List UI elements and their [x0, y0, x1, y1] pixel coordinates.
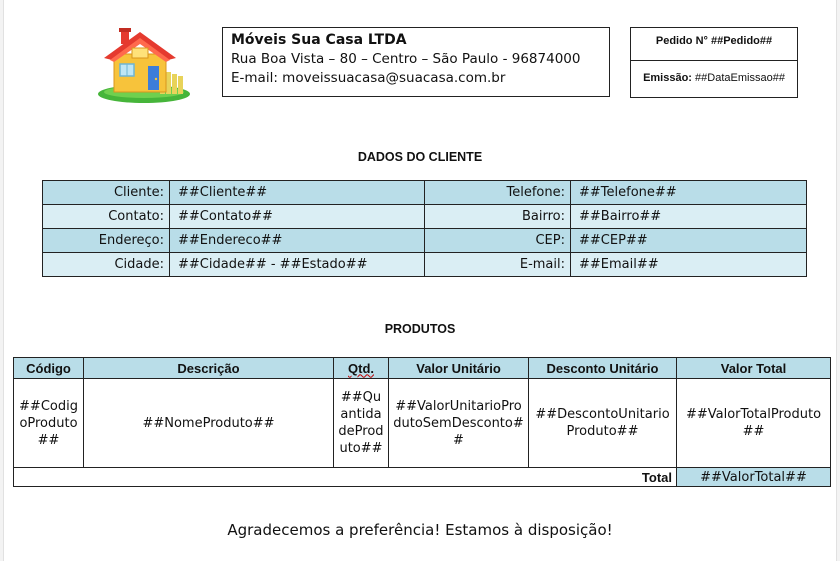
product-description: ##NomeProduto##: [84, 379, 334, 468]
house-icon: [96, 28, 192, 104]
company-name: Móveis Sua Casa LTDA: [231, 32, 407, 48]
company-info-box: [222, 27, 610, 97]
order-info-box: [630, 27, 798, 98]
column-header-unit-discount: Desconto Unitário: [529, 358, 677, 379]
field-value: ##Contato##: [170, 205, 425, 229]
field-label: CEP:: [425, 229, 571, 253]
field-label: Cidade:: [43, 253, 170, 277]
products-header-row: [14, 358, 831, 379]
field-label: Telefone:: [425, 181, 571, 205]
field-value: ##Cliente##: [170, 181, 425, 205]
company-address: Rua Boa Vista – 80 – Centro – São Paulo - 96874000: [231, 51, 581, 67]
field-label: Contato:: [43, 205, 170, 229]
company-email: E-mail: moveissuacasa@suacasa.com.br: [231, 70, 506, 86]
emission-date: [631, 61, 797, 97]
product-code: ##CodigoProduto##: [14, 379, 84, 468]
field-value: ##Cidade## - ##Estado##: [170, 253, 425, 277]
emission-label: Emissão:: [643, 72, 692, 84]
field-label: E-mail:: [425, 253, 571, 277]
field-value: ##Email##: [571, 253, 807, 277]
thank-you-message: Agradecemos a preferência! Estamos à disposição!: [227, 521, 613, 539]
product-total-value: ##ValorTotalProduto##: [677, 379, 831, 468]
table-row: [14, 379, 831, 468]
field-value: ##Endereco##: [170, 229, 425, 253]
field-label: Cliente:: [43, 181, 170, 205]
quantity-header-label: Qtd.: [348, 360, 374, 376]
column-header-quantity: [334, 358, 389, 379]
client-section-title: DADOS DO CLIENTE: [357, 150, 483, 164]
document-page: [3, 0, 837, 561]
column-header-unit-value: Valor Unitário: [389, 358, 529, 379]
total-row: [14, 468, 831, 487]
field-value: ##CEP##: [571, 229, 807, 253]
client-row: [43, 205, 807, 229]
order-number: Pedido N° ##Pedido##: [631, 28, 797, 61]
field-label: Bairro:: [425, 205, 571, 229]
products-section-title: PRODUTOS: [384, 322, 456, 336]
field-label: Endereço:: [43, 229, 170, 253]
column-header-code: Código: [14, 358, 84, 379]
product-unit-value: ##ValorUnitarioProdutoSemDesconto##: [389, 379, 529, 468]
field-value: ##Telefone##: [571, 181, 807, 205]
total-label: Total: [14, 468, 677, 487]
emission-value: ##DataEmissao##: [695, 72, 785, 84]
client-row: [43, 253, 807, 277]
product-quantity: ##QuantidadeProduto##: [334, 379, 389, 468]
product-unit-discount: ##DescontoUnitarioProduto##: [529, 379, 677, 468]
products-table: [13, 357, 831, 487]
field-value: ##Bairro##: [571, 205, 807, 229]
column-header-description: Descrição: [84, 358, 334, 379]
client-row: [43, 181, 807, 205]
column-header-total-value: Valor Total: [677, 358, 831, 379]
total-value: ##ValorTotal##: [677, 468, 831, 487]
client-data-table: [42, 180, 807, 277]
client-row: [43, 229, 807, 253]
